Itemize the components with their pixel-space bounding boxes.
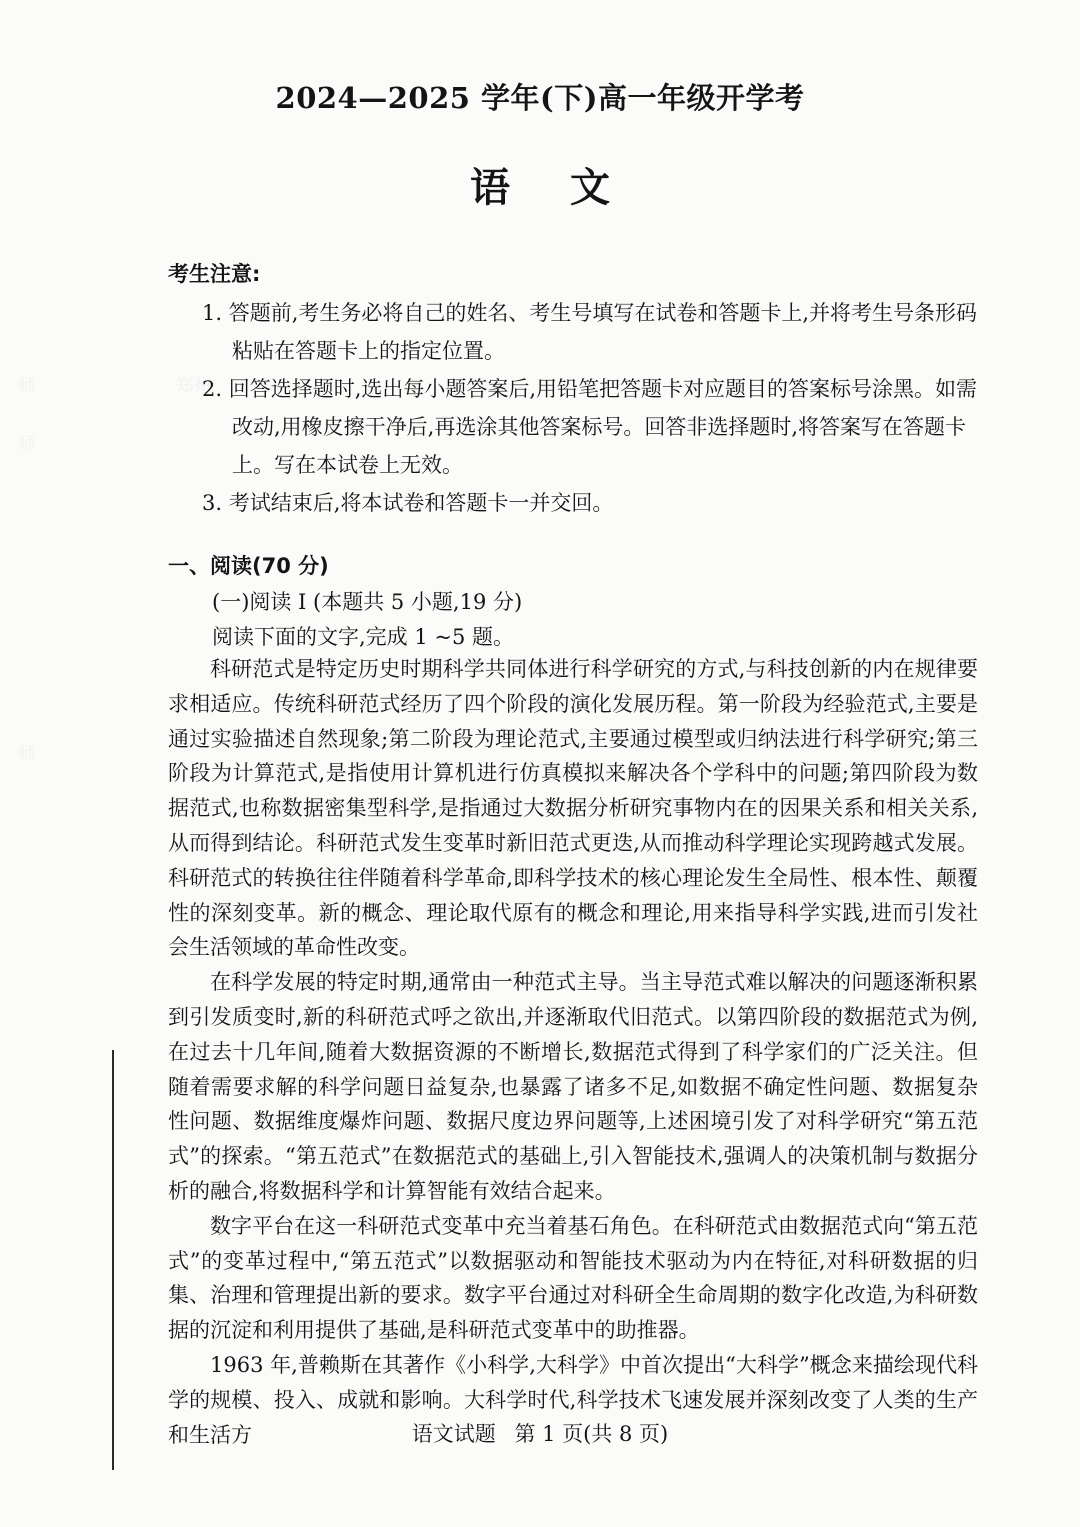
- notice-heading: 考生注意:: [168, 262, 261, 286]
- passage-paragraph: 在科学发展的特定时期,通常由一种范式主导。当主导范式难以解决的问题逐渐积累到引发质变时,新的科研范式呼之欲出,并逐渐取代旧范式。以第四阶段的数据范式为例,在过去十几年间,随着大数据资源的不断增长,数据范式得到了科学家们的广泛关注。但随着需要求解的科学问题日益复杂,也暴露了诸多不足,如数据不确定性问题、数据复杂性问题、数据维度爆炸问题、数据尺度边界问题等,上述困境引发了对科学研究“第五范式”的探索。“第五范式”在数据范式的基础上,引入智能技术,强调人的决策机制与数据分析的融合,将数据科学和计算智能有效结合起来。: [168, 970, 978, 1203]
- watermark: 师: [18, 376, 36, 397]
- passage-paragraph: 数字平台在这一科研范式变革中充当着基石角色。在科研范式由数据范式向“第五范式”的变革过程中,“第五范式”以数据驱动和智能技术驱动为内在特征,对科研数据的归集、治理和管理提出新的要求。数字平台通过对科研全生命周期的数字化改造,为科研数据的沉淀和利用提供了基础,是科研范式变革中的助推器。: [168, 1213, 978, 1343]
- footer-page-number: 第 1 页(共 8 页): [514, 1422, 669, 1446]
- exam-title: 2024—2025 学年(下)高一年级开学考: [275, 81, 805, 115]
- passage-paragraph: 1963 年,普赖斯在其著作《小科学,大科学》中首次提出“大科学”概念来描绘现代科学的规模、投入、成就和影响。大科学时代,科学技术飞速发展并深刻改变了人类的生产和生活方: [168, 1352, 978, 1447]
- subject-title: [0, 156, 1080, 213]
- passage-paragraph: 科研范式是特定历史时期科学共同体进行科学研究的方式,与科技创新的内在规律要求相适应。传统科研范式经历了四个阶段的演化发展历程。第一阶段为经验范式,主要是通过实验描述自然现象;第二阶段为理论范式,主要通过模型或归纳法进行科学研究;第三阶段为计算范式,是指使用计算机进行仿真模拟来解决各个学科中的问题;第四阶段为数据范式,也称数据密集型科学,是指通过大数据分析研究事物内在的因果关系和相关关系,从而得到结论。科研范式发生变革时新旧范式更迭,从而推动科学理论实现跨越式发展。科研范式的转换往往伴随着科学革命,即科学技术的核心理论发生全局性、根本性、颠覆性的深刻变革。新的概念、理论取代原有的概念和理论,用来指导科学实践,进而引发社会生活领域的革命性改变。: [168, 657, 978, 960]
- footer-subject: 语文试题: [411, 1422, 496, 1446]
- watermark: 师: [18, 744, 36, 765]
- watermark: 郑州: [176, 376, 212, 397]
- subject-char: 文: [570, 165, 610, 211]
- notice-item: 2. 回答选择题时,选出每小题答案后,用铅笔把答题卡对应题目的答案标号涂黑。如需改动,用橡皮擦干净后,再选涂其他答案标号。回答非选择题时,将答案写在答题卡上。写在本试卷上无效。: [202, 377, 978, 477]
- watermark: 师: [18, 434, 36, 455]
- section-heading: 一、阅读(70 分): [168, 554, 329, 578]
- instruction: 阅读下面的文字,完成 1 ~5 题。: [212, 625, 515, 649]
- binding-line: [112, 1050, 114, 1470]
- notice-item: 1. 答题前,考生务必将自己的姓名、考生号填写在试卷和答题卡上,并将考生号条形码粘贴在答题卡上的指定位置。: [202, 301, 978, 363]
- page-footer: [0, 1418, 1080, 1448]
- subject-char: 语: [470, 165, 510, 211]
- sub-heading: (一)阅读 I (本题共 5 小题,19 分): [212, 590, 523, 614]
- notice-list: [202, 294, 982, 522]
- reading-passage: [168, 652, 978, 1452]
- notice-item: 3. 考试结束后,将本试卷和答题卡一并交回。: [202, 491, 614, 515]
